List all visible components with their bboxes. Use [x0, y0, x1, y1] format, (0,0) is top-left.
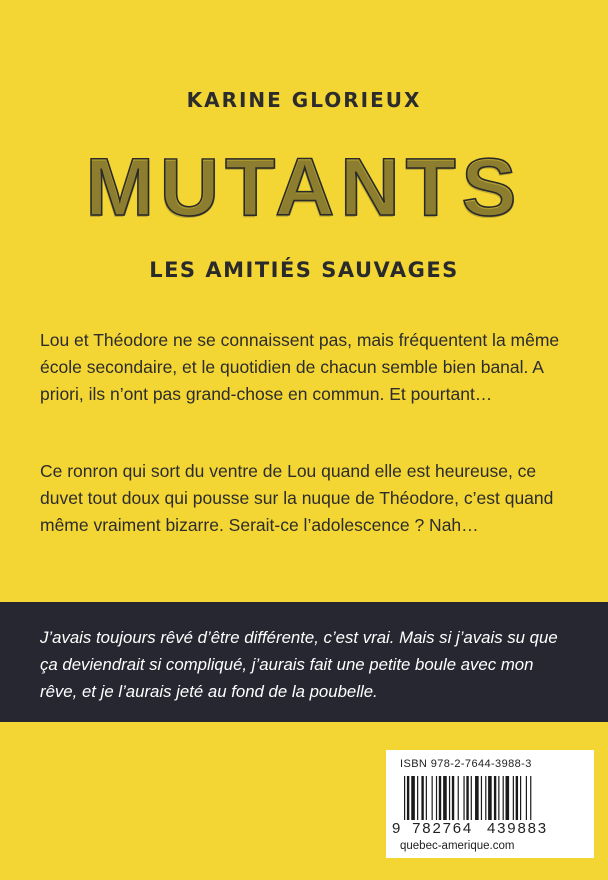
quote-text: J’avais toujours rêvé d’être différente, c’est vrai. Mais si j’avais su que ça deviendrait si compliqué, j’aurais fait une petite boule avec mon rêve, et je l’aurais jeté au fond de la poubelle. [40, 628, 558, 701]
blurb-paragraph [40, 327, 560, 408]
ean-first-digit: 9 [392, 820, 403, 837]
blurb-paragraph [40, 458, 560, 539]
author-name: KARINE GLORIEUX [186, 88, 422, 112]
ean-digits [392, 820, 588, 837]
publisher-website: quebec-amerique.com [400, 840, 515, 852]
blurb-text: Lou et Théodore ne se connaissent pas, mais fréquentent la même école secondaire, et le quotidien de chacun semble bien banal. A priori, ils n’ont pas grand-chose en commun. Et pourtant… [40, 330, 560, 404]
book-subtitle: LES AMITIÉS SAUVAGES [149, 258, 459, 282]
isbn-number: ISBN 978-2-7644-3988-3 [400, 758, 532, 770]
barcode-image [400, 776, 580, 820]
barcode-panel [386, 750, 594, 858]
book-title: MUTANTS [85, 142, 523, 233]
ean-left-group: 782764 [412, 820, 474, 837]
blurb-text: Ce ronron qui sort du ventre de Lou quand elle est heureuse, ce duvet tout doux qui pousse sur la nuque de Théodore, c’est quand même vraiment bizarre. Serait-ce l’adolescence ? Nah… [40, 461, 554, 535]
ean-right-group: 439883 [487, 820, 548, 837]
